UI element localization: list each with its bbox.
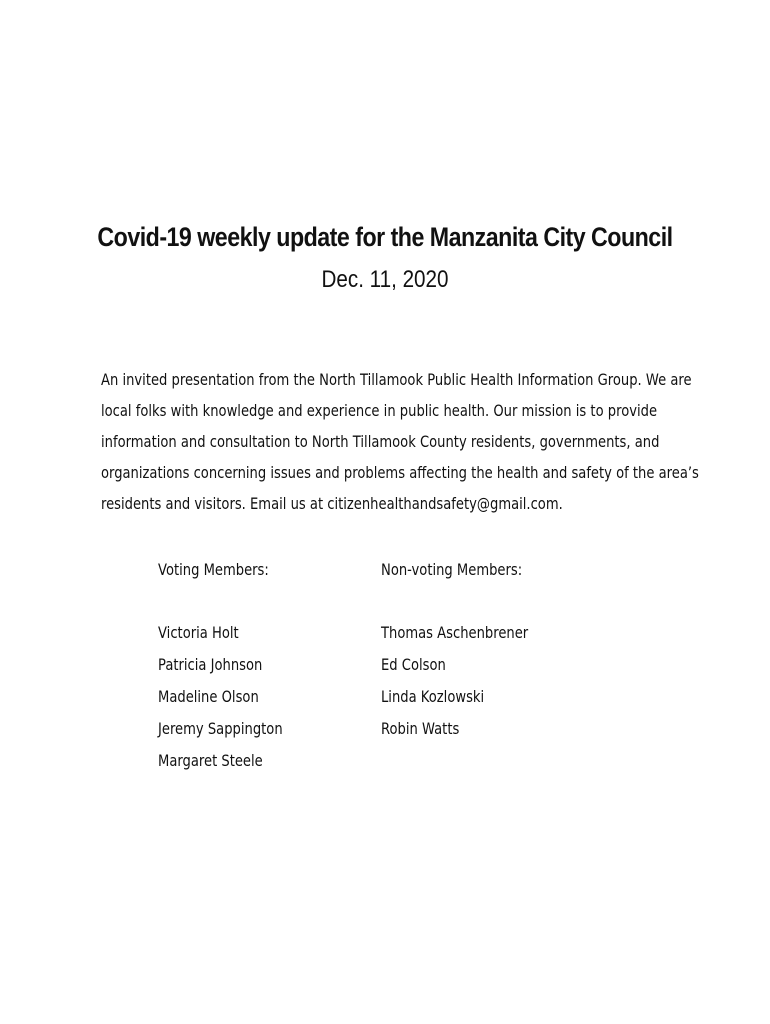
intro-line: organizations concerning issues and problems affecting the health and safety of the area’s (101, 463, 699, 482)
voting-member: Margaret Steele (158, 751, 263, 770)
intro-paragraph (101, 364, 701, 519)
voting-members-column (158, 554, 310, 777)
voting-members-list (158, 617, 310, 777)
nonvoting-member: Ed Colson (381, 655, 446, 674)
nonvoting-members-heading: Non-voting Members: (381, 560, 523, 579)
document-date: Dec. 11, 2020 (321, 266, 449, 293)
intro-line: residents and visitors. Email us at citizenhealthandsafety@gmail.com. (101, 494, 563, 513)
document-title: Covid-19 weekly update for the Manzanita City Council (97, 222, 673, 252)
intro-line: local folks with knowledge and experience in public health. Our mission is to provide (101, 401, 658, 420)
nonvoting-member: Robin Watts (381, 719, 460, 738)
nonvoting-members-list (381, 617, 561, 745)
nonvoting-member: Linda Kozlowski (381, 687, 485, 706)
intro-line: An invited presentation from the North Tillamook Public Health Information Group. We are (101, 370, 692, 389)
voting-members-heading: Voting Members: (158, 560, 269, 579)
nonvoting-member: Thomas Aschenbrener (381, 623, 529, 642)
voting-member: Madeline Olson (158, 687, 259, 706)
intro-line: information and consultation to North Tillamook County residents, governments, and (101, 432, 660, 451)
voting-member: Victoria Holt (158, 623, 239, 642)
nonvoting-members-column (381, 554, 561, 745)
voting-member: Jeremy Sappington (158, 719, 283, 738)
voting-member: Patricia Johnson (158, 655, 263, 674)
